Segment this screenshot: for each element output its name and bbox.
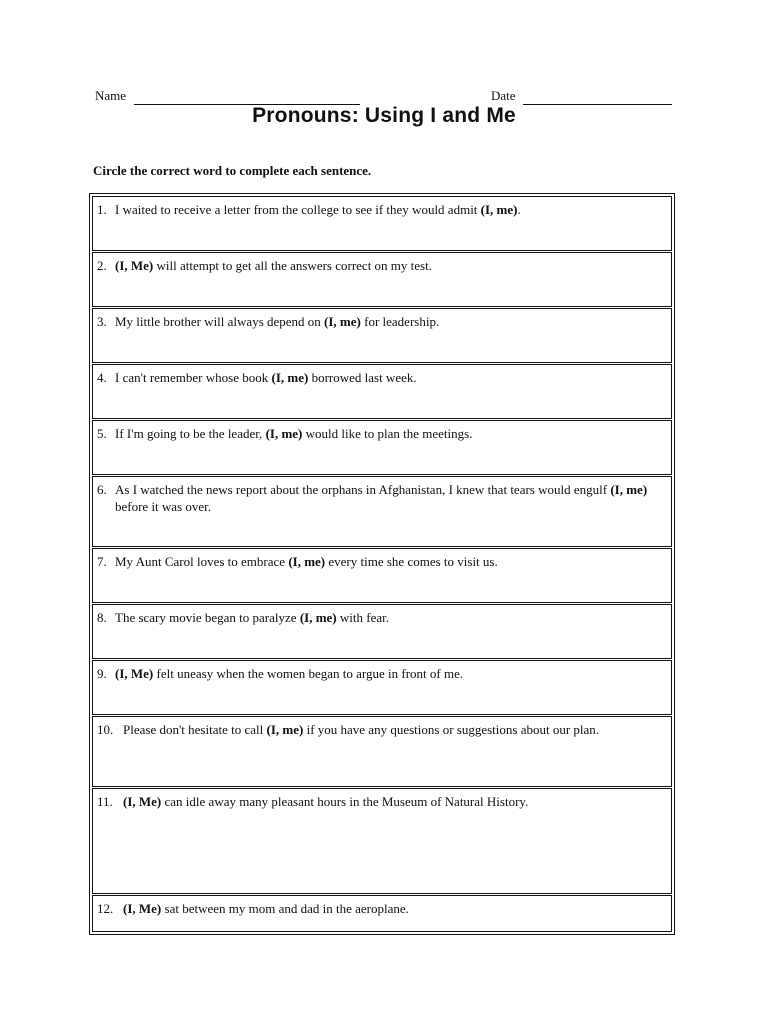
question-box-6[interactable] [92, 476, 672, 547]
question-box-10[interactable] [92, 716, 672, 787]
question-number: 10. [97, 722, 114, 737]
question-sentence: I waited to receive a letter from the college to see if they would admit (I, me). [115, 202, 521, 217]
question-number: 1. [97, 202, 107, 217]
question-box-1[interactable] [92, 196, 672, 251]
question-box-12[interactable] [92, 895, 672, 932]
question-text [97, 425, 663, 442]
question-number: 2. [97, 258, 107, 273]
pronoun-choice[interactable]: (I, me) [324, 314, 361, 329]
name-label: Name [95, 88, 127, 103]
question-box-11[interactable] [92, 788, 672, 894]
pronoun-choice[interactable]: (I, Me) [123, 794, 162, 809]
question-sentence: If I'm going to be the leader, (I, me) would like to plan the meetings. [115, 426, 473, 441]
question-text [97, 553, 663, 570]
question-text [97, 900, 663, 917]
question-sentence: (I, Me) will attempt to get all the answers correct on my test. [115, 258, 432, 273]
pronoun-choice[interactable]: (I, Me) [115, 258, 154, 273]
question-sentence: My Aunt Carol loves to embrace (I, me) every time she comes to visit us. [115, 554, 498, 569]
pronoun-choice[interactable]: (I, me) [266, 722, 304, 737]
question-box-4[interactable] [92, 364, 672, 419]
question-sentence: I can't remember whose book (I, me) borrowed last week. [115, 370, 417, 385]
question-box-8[interactable] [92, 604, 672, 659]
question-number: 9. [97, 666, 107, 681]
question-sentence: Please don't hesitate to call (I, me) if you have any questions or suggestions about our plan. [123, 722, 600, 737]
question-text [97, 481, 663, 515]
question-text [97, 257, 663, 274]
question-box-9[interactable] [92, 660, 672, 715]
pronoun-choice[interactable]: (I, Me) [123, 901, 162, 916]
instructions: Circle the correct word to complete each sentence. [93, 163, 372, 178]
question-text [97, 793, 663, 810]
question-sentence: As I watched the news report about the orphans in Afghanistan, I knew that tears would engulf (I, me) before it was over. [115, 482, 648, 514]
question-number: 11. [97, 794, 113, 809]
pronoun-choice[interactable]: (I, me) [288, 554, 326, 569]
question-sentence: My little brother will always depend on (I, me) for leadership. [115, 314, 440, 329]
question-text [97, 665, 663, 682]
question-number: 4. [97, 370, 107, 385]
question-text [97, 369, 663, 386]
question-sentence: (I, Me) felt uneasy when the women began to argue in front of me. [115, 666, 464, 681]
question-sentence: The scary movie began to paralyze (I, me) with fear. [115, 610, 389, 625]
question-text [97, 721, 663, 738]
question-number: 5. [97, 426, 107, 441]
question-box-5[interactable] [92, 420, 672, 475]
pronoun-choice[interactable]: (I, me) [299, 610, 337, 625]
pronoun-choice[interactable]: (I, me) [265, 426, 303, 441]
worksheet-title: Pronouns: Using I and Me [252, 104, 516, 127]
pronoun-choice[interactable]: (I, me) [271, 370, 309, 385]
question-number: 12. [97, 901, 114, 916]
question-number: 6. [97, 482, 107, 497]
question-sentence: (I, Me) sat between my mom and dad in the aeroplane. [123, 901, 409, 916]
question-number: 8. [97, 610, 107, 625]
question-sentence: (I, Me) can idle away many pleasant hours in the Museum of Natural History. [123, 794, 529, 809]
question-text [97, 201, 663, 218]
pronoun-choice[interactable]: (I, me) [480, 202, 518, 217]
question-number: 7. [97, 554, 107, 569]
date-label: Date [491, 88, 516, 103]
pronoun-choice[interactable]: (I, me) [610, 482, 648, 497]
question-text [97, 609, 663, 626]
question-box-7[interactable] [92, 548, 672, 603]
question-number: 3. [97, 314, 107, 329]
question-box-2[interactable] [92, 252, 672, 307]
pronoun-choice[interactable]: (I, Me) [115, 666, 154, 681]
question-text [97, 313, 663, 330]
question-box-3[interactable] [92, 308, 672, 363]
